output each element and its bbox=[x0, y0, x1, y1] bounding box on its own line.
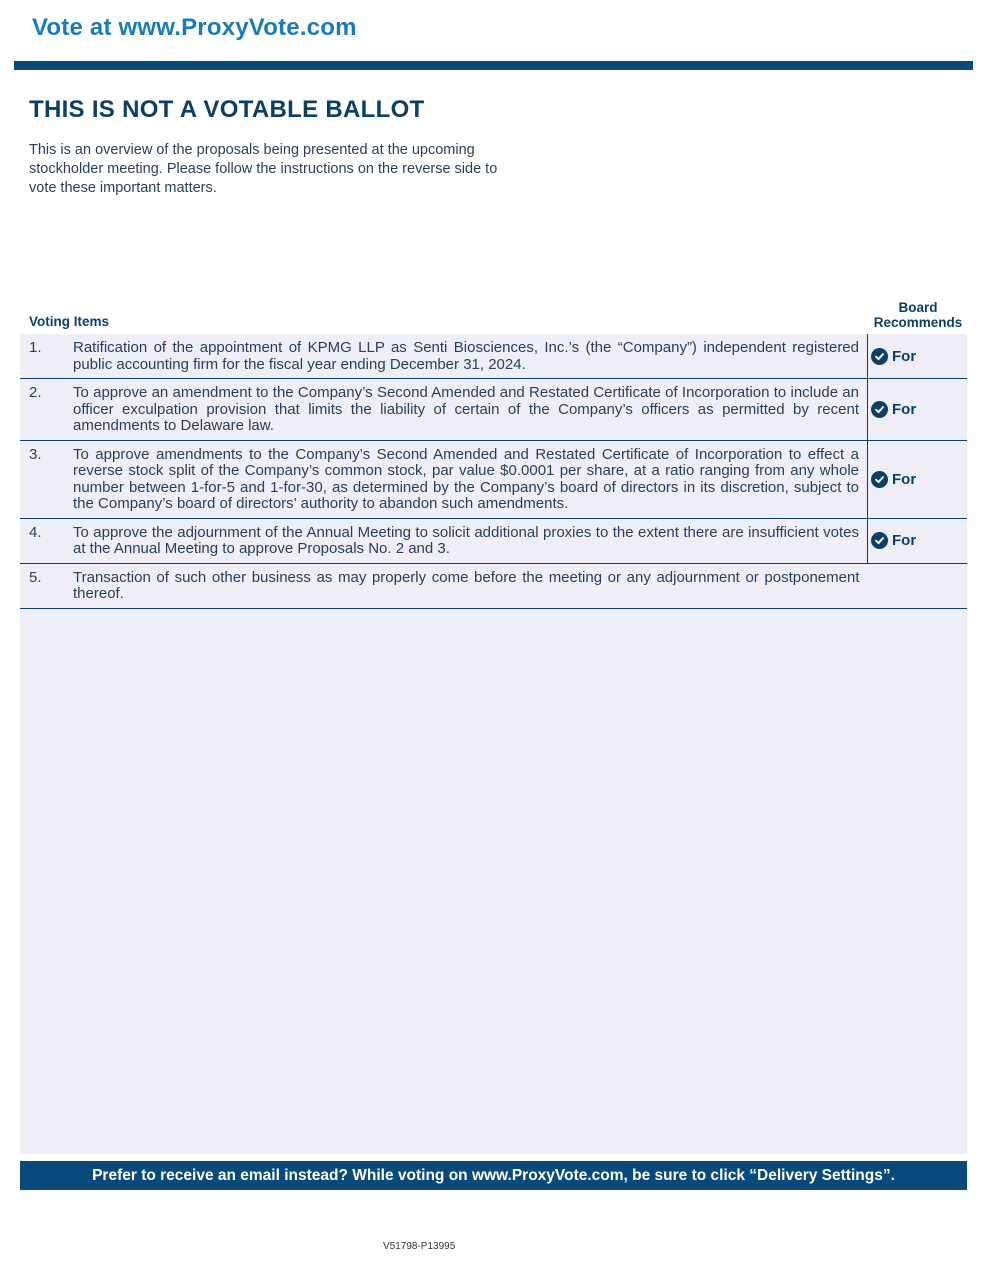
header-title: Vote at www.ProxyVote.com bbox=[32, 14, 357, 41]
document-code: V51798-P13995 bbox=[383, 1241, 456, 1252]
item-number: 2. bbox=[20, 379, 73, 441]
board-recommendation-empty bbox=[868, 563, 968, 608]
item-number: 4. bbox=[20, 518, 73, 563]
item-text: Ratification of the appointment of KPMG LLP as Senti Biosciences, Inc.’s (the “Company”) independent registered public accounting firm for the fiscal year ending December 31, 2024. bbox=[73, 334, 868, 379]
item-number: 1. bbox=[20, 334, 73, 379]
item-number: 3. bbox=[20, 440, 73, 518]
header-divider bbox=[14, 61, 973, 70]
delivery-settings-banner: Prefer to receive an email instead? While voting on www.ProxyVote.com, be sure to click “Delivery Settings”. bbox=[20, 1161, 967, 1190]
table-row bbox=[20, 518, 967, 563]
check-circle-icon bbox=[871, 401, 888, 418]
table-row bbox=[20, 440, 967, 518]
item-text: To approve an amendment to the Company’s Second Amended and Restated Certificate of Incorporation to include an officer exculpation provision that limits the liability of certain of the Company’s officers as permitted by recent amendments to Delaware law. bbox=[73, 379, 868, 441]
check-circle-icon bbox=[871, 471, 888, 488]
recommendation-label: For bbox=[892, 400, 917, 418]
table-row bbox=[20, 334, 967, 379]
recommendation-label: For bbox=[892, 470, 917, 488]
item-text: To approve amendments to the Company’s Second Amended and Restated Certificate of Incorporation to effect a reverse stock split of the Company’s common stock, par value $0.0001 per share, at a ratio ranging from any whole number between 1-for-5 and 1-for-30, as determined by the Company’s board of directors in its discretion, subject to the Company’s board of directors’ authority to abandon such amendments. bbox=[73, 440, 868, 518]
table-row bbox=[20, 379, 967, 441]
voting-items-table bbox=[20, 334, 967, 609]
intro-text: This is an overview of the proposals being presented at the upcoming stockholder meeting. Please follow the instructions on the reverse side to vote these important matters. bbox=[29, 142, 498, 196]
item-text: Transaction of such other business as may properly come before the meeting or any adjournment or postponement thereof. bbox=[73, 563, 868, 608]
board-recommendation bbox=[868, 440, 968, 518]
recommendation-label: For bbox=[892, 532, 917, 549]
check-circle-icon bbox=[871, 532, 888, 549]
board-recommendation bbox=[868, 379, 968, 441]
board-recommendation bbox=[868, 518, 968, 563]
check-circle-icon bbox=[871, 348, 888, 365]
item-text: To approve the adjournment of the Annual Meeting to solicit additional proxies to the extent there are insufficient votes at the Annual Meeting to approve Proposals No. 2 and 3. bbox=[73, 518, 868, 563]
table-row bbox=[20, 563, 967, 608]
board-recommendation bbox=[868, 334, 968, 379]
recommendation-label: For bbox=[892, 347, 917, 365]
column-header-board-recommends: Board Recommends bbox=[873, 300, 963, 330]
column-header-voting-items: Voting Items bbox=[29, 314, 110, 329]
page-title: THIS IS NOT A VOTABLE BALLOT bbox=[29, 96, 425, 123]
item-number: 5. bbox=[20, 563, 73, 608]
